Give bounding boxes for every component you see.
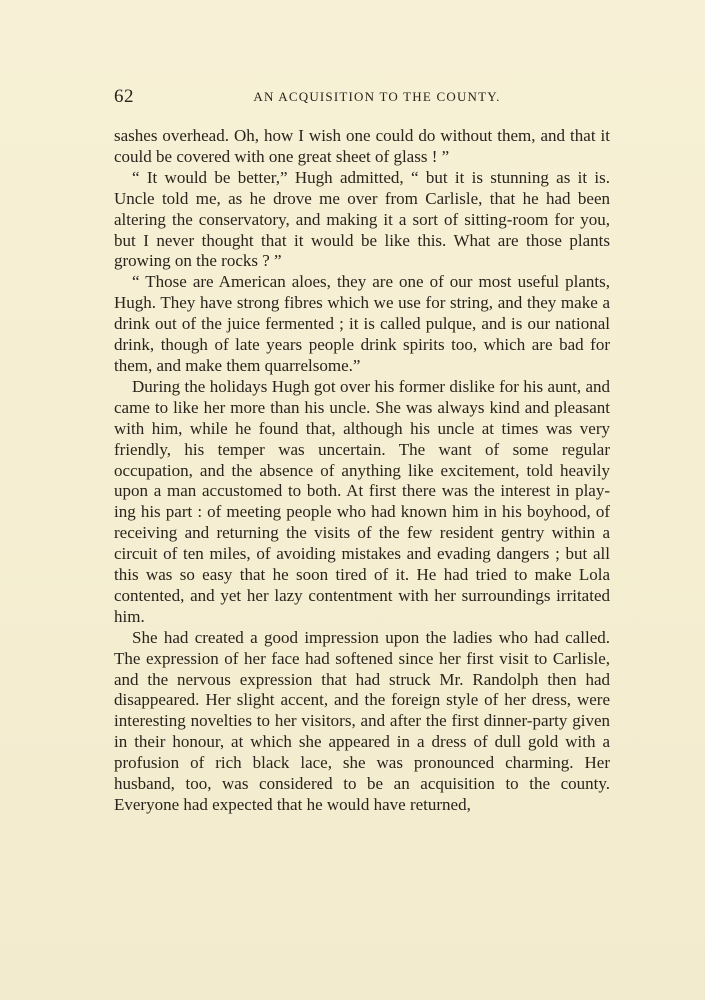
paragraph: “ It would be better,” Hugh admitted, “ but it is stunning as it is. Uncle told me, as he drove me over from Carlisle, that he had been altering the conservatory, and making it a sort of sitting-room for you, but I never thought that it would be like this. What are those plants growing on the rocks ? ” — [114, 167, 610, 271]
paragraph: “ Those are American aloes, they are one of our most useful plants, Hugh. They have strong fibres which we use for string, and they make a drink out of the juice fermented ; it is called pulque, and is our national drink, though of late years people drink spirits too, which are bad for them, and make them quarrelsome.” — [114, 272, 610, 375]
page-number: 62 — [114, 86, 134, 107]
running-title: AN ACQUISITION TO THE COUNTY. — [253, 89, 501, 104]
body-text — [114, 126, 610, 816]
page-header — [114, 86, 610, 110]
paragraph: During the holidays Hugh got over his former dislike for his aunt, and came to like her more than his uncle. She was always kind and pleasant with him, while he found that, although his uncle at times was very friendly, his temper was uncertain. The want of some regular occupation, and the absence of anything like excitement, told heavily upon a man accustomed to both. At first there was the interest in play-ing his part : of meeting people who had known him in his boyhood, of receiving and returning the visits of the few resident gentry within a circuit of ten miles, of avoiding mistakes and evading dangers ; but all this was so easy that he soon tired of it. He had tried to make Lola contented, and yet her lazy contentment with her surroundings irritated him. — [114, 376, 610, 626]
paragraph: She had created a good impression upon the ladies who had called. The expression of her face had softened since her first visit to Carlisle, and the nervous expression that had struck Mr. Randolph then had disappeared. Her slight accent, and the foreign style of her dress, were interesting novelties to her visitors, and after the first dinner-party given in their honour, at which she appeared in a dress of dull gold with a profusion of rich black lace, she was pronounced charming. Her husband, too, was considered to be an acquisition to the county. Everyone had expected that he would have returned, — [114, 627, 610, 814]
paragraph-continued: sashes overhead. Oh, how I wish one could do without them, and that it could be covered with one great sheet of glass ! ” — [114, 126, 610, 166]
